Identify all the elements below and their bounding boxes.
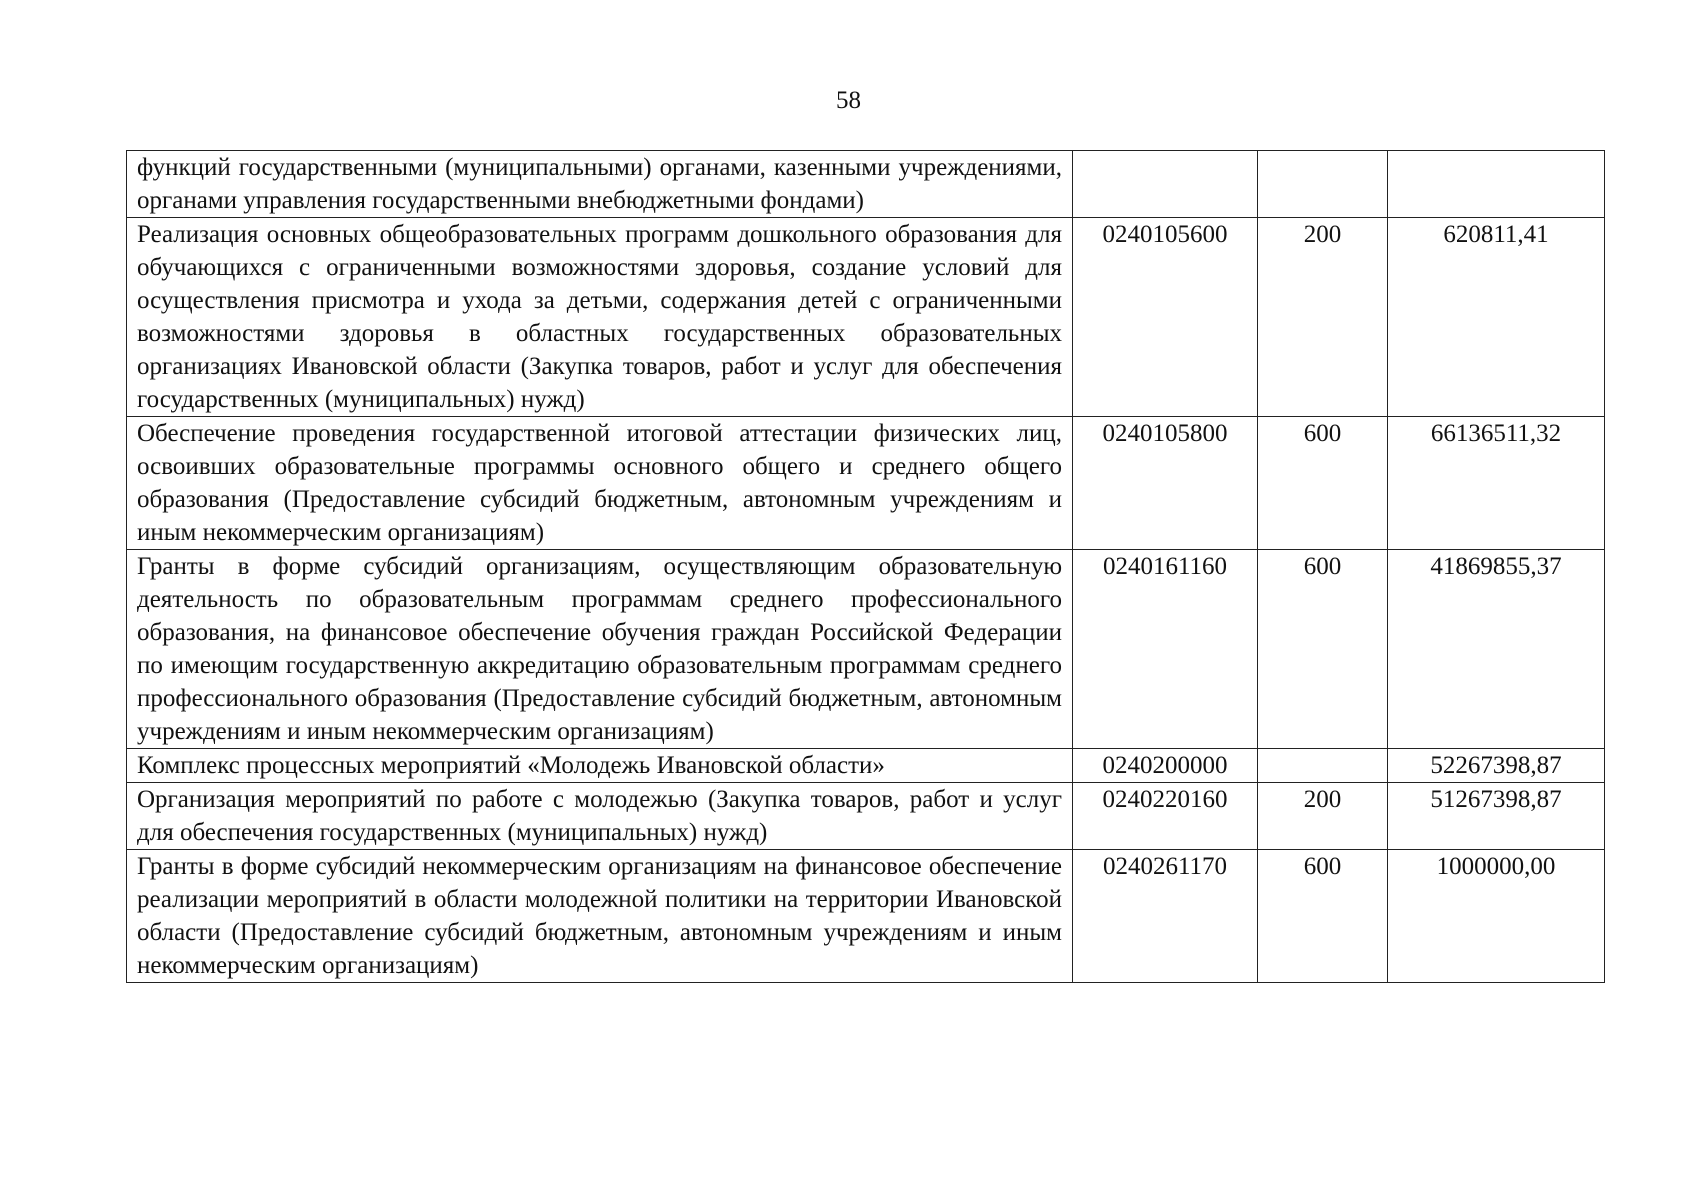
row-name-cell: Гранты в форме субсидий некоммерческим организациям на финансовое обеспечение реализации мероприятий в области молодежной политики на территории Ивановской области (Предоставление субсидий бюджетным, автономным учреждениям и иным некоммерческим организациям)	[127, 850, 1073, 983]
row-amount-cell: 1000000,00	[1388, 850, 1605, 983]
row-name-cell: функций государственными (муниципальными) органами, казенными учреждениями, органами управления государственными внебюджетными фондами)	[127, 151, 1073, 218]
row-amount-cell	[1388, 151, 1605, 218]
row-code-cell	[1073, 151, 1258, 218]
budget-table	[126, 150, 1605, 983]
table-row	[127, 151, 1605, 218]
row-expense-type-cell	[1258, 749, 1388, 783]
row-code-cell: 0240105600	[1073, 218, 1258, 417]
table-row	[127, 783, 1605, 850]
row-expense-type-cell: 600	[1258, 417, 1388, 550]
row-name-cell: Реализация основных общеобразовательных программ дошкольного образования для обучающихся с ограниченными возможностями здоровья, создание условий для осуществления присмотра и ухода за детьми, содержания детей с ограниченными возможностями здоровья в областных государственных образовательных организациях Ивановской области (Закупка товаров, работ и услуг для обеспечения государственных (муниципальных) нужд)	[127, 218, 1073, 417]
row-expense-type-cell	[1258, 151, 1388, 218]
row-name-cell: Гранты в форме субсидий организациям, осуществляющим образовательную деятельность по образовательным программам среднего профессионального образования, на финансовое обеспечение обучения граждан Российской Федерации по имеющим государственную аккредитацию образовательным программам среднего профессионального образования (Предоставление субсидий бюджетным, автономным учреждениям и иным некоммерческим организациям)	[127, 550, 1073, 749]
table-row	[127, 850, 1605, 983]
row-expense-type-cell: 600	[1258, 550, 1388, 749]
row-expense-type-cell: 200	[1258, 218, 1388, 417]
row-code-cell: 0240200000	[1073, 749, 1258, 783]
row-amount-cell: 66136511,32	[1388, 417, 1605, 550]
row-code-cell: 0240220160	[1073, 783, 1258, 850]
row-name-cell: Обеспечение проведения государственной итоговой аттестации физических лиц, освоивших образовательные программы основного общего и среднего общего образования (Предоставление субсидий бюджетным, автономным учреждениям и иным некоммерческим организациям)	[127, 417, 1073, 550]
table-row	[127, 218, 1605, 417]
row-expense-type-cell: 600	[1258, 850, 1388, 983]
page-number: 58	[836, 87, 861, 114]
table-row	[127, 417, 1605, 550]
row-amount-cell: 620811,41	[1388, 218, 1605, 417]
row-name-cell: Комплекс процессных мероприятий «Молодежь Ивановской области»	[127, 749, 1073, 783]
row-code-cell: 0240161160	[1073, 550, 1258, 749]
row-code-cell: 0240105800	[1073, 417, 1258, 550]
row-amount-cell: 41869855,37	[1388, 550, 1605, 749]
table-row	[127, 749, 1605, 783]
row-amount-cell: 52267398,87	[1388, 749, 1605, 783]
row-name-cell: Организация мероприятий по работе с молодежью (Закупка товаров, работ и услуг для обеспечения государственных (муниципальных) нужд)	[127, 783, 1073, 850]
row-code-cell: 0240261170	[1073, 850, 1258, 983]
row-amount-cell: 51267398,87	[1388, 783, 1605, 850]
row-expense-type-cell: 200	[1258, 783, 1388, 850]
table-row	[127, 550, 1605, 749]
